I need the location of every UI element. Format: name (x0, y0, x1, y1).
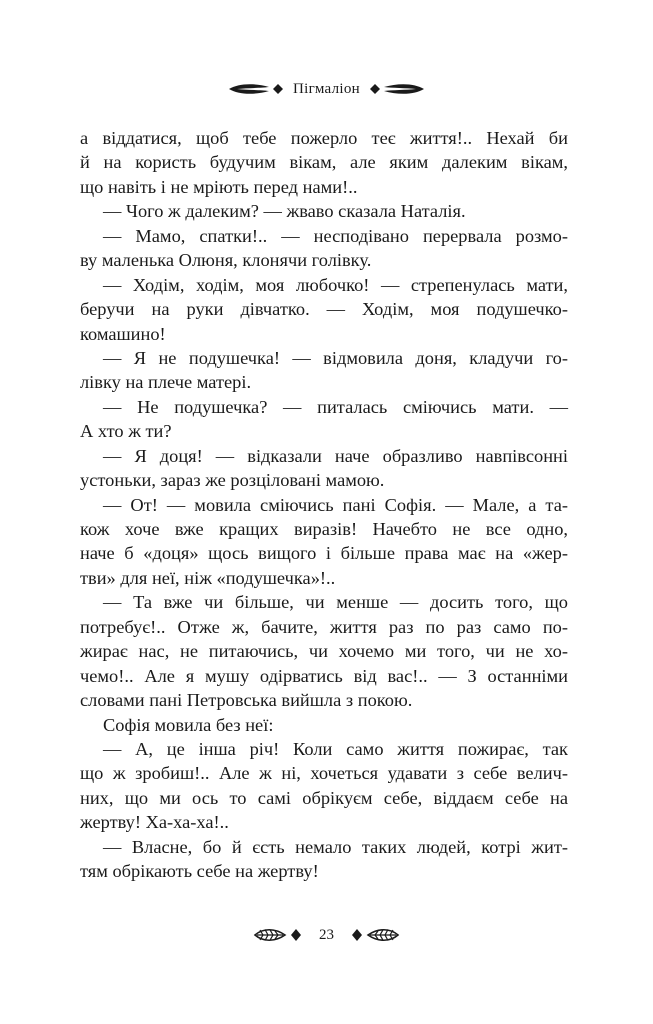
right-feather-ornament-icon (368, 82, 426, 96)
text-line: словами пані Петровська вийшла з покою. (80, 690, 413, 711)
text-line: що навіть і не мріють перед нами!.. (80, 176, 358, 197)
text-line: — Я доця! — відказали наче образливо навпівсонні (103, 445, 568, 466)
text-line: Софія мовила без неї: (103, 714, 274, 735)
text-line: жирає нас, не питаючись, чи хочемо ми того, чи не хо- (80, 641, 568, 662)
text-line: комашино! (80, 323, 166, 344)
text-line: — Ходім, ходім, моя любочко! — стрепенулась мати, (103, 274, 568, 295)
text-line: — Власне, бо й єсть немало таких людей, котрі жит- (103, 836, 568, 857)
page-number: 23 (319, 926, 334, 943)
text-line: А хто ж ти? (80, 421, 172, 442)
left-leaf-ornament-icon (253, 926, 303, 944)
text-line: — А, це інша річ! Коли само життя пожирає, так (103, 738, 568, 759)
text-line: що ж зробиш!.. Але ж ні, хочеться удавати з себе велич- (80, 763, 568, 784)
text-line: ву маленька Олюня, клонячи голівку. (80, 250, 372, 271)
text-line: — Не подушечка? — питалась сміючись мати. — (103, 396, 568, 417)
text-line: лівку на плече матері. (80, 372, 252, 393)
text-line: — Я не подушечка! — відмовила доня, кладучи го- (103, 347, 568, 368)
text-line: — Чого ж далеким? — жваво сказала Наталія. (103, 201, 466, 222)
right-leaf-ornament-icon (350, 926, 400, 944)
text-line: жертву! Ха-ха-ха!.. (80, 812, 229, 833)
text-line: беручи на руки дівчатко. — Ходім, моя подушечко- (80, 299, 568, 320)
text-line: — Та вже чи більше, чи менше — досить того, що (103, 592, 568, 613)
text-line: а віддатися, щоб тебе пожерло теє життя!.. Нехай би (80, 128, 568, 148)
text-line: чемо!.. Але я мушу одірватись від вас!.. — З останніми (80, 665, 568, 686)
text-line: тям обрікають себе на жертву! (80, 861, 319, 882)
text-line: — Мамо, спатки!.. — несподівано перервала розмо- (103, 225, 568, 246)
running-header (0, 77, 653, 101)
text-line: — От! — мовила сміючись пані Софія. — Мале, а та- (103, 494, 568, 515)
text-line: устоньки, зараз же розціловані мамою. (80, 470, 385, 491)
text-line: тви» для неї, ніж «подушечка»!.. (80, 567, 336, 588)
left-feather-ornament-icon (227, 82, 285, 96)
text-line: них, що ми ось то самі обрікуєм себе, віддаєм себе на (80, 787, 568, 808)
body-text (80, 126, 568, 884)
text-line: кож хоче вже кращих виразів! Начебто не все одно, (80, 519, 568, 539)
text-line: потребує!.. Отже ж, бачите, життя раз по раз само по- (80, 616, 568, 637)
running-header-title: Пігмаліон (292, 80, 360, 97)
text-line: наче б «доця» щось вищого і більше права має на «жер- (80, 543, 568, 564)
page-footer (0, 922, 653, 948)
text-line: й на користь будучим вікам, але яким далеким вікам, (80, 152, 568, 173)
